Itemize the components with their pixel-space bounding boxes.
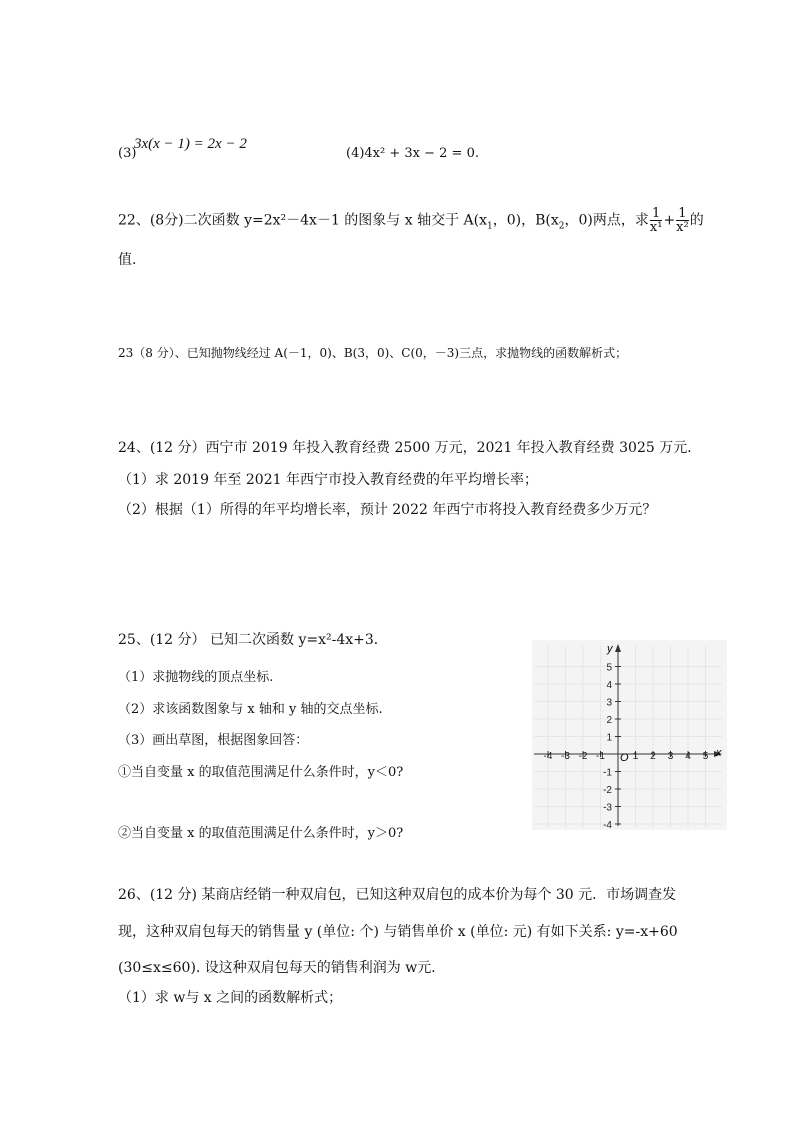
x-tick-label: -3 — [561, 751, 570, 762]
y-tick-label: 4 — [606, 680, 612, 691]
q26-line3: (30≤x≤60). 设这种双肩包每天的销售利润为 w元． — [118, 960, 446, 976]
y-tick-label: 1 — [606, 732, 612, 744]
q22-line2: 值. — [118, 252, 137, 268]
y-tick-label: 2 — [606, 715, 612, 726]
y-tick-label: 3 — [606, 697, 612, 709]
x-tick-label: -2 — [578, 751, 588, 762]
q22-text-d: 的 — [689, 212, 704, 229]
q21-part4-equation: (4)4x² + 3x − 2 = 0. — [346, 146, 479, 161]
x-tick-label: -4 — [543, 751, 553, 762]
q25-condition-2: ②当自变量 x 的取值范围满足什么条件时，y＞0? — [118, 826, 404, 841]
q24-part1: （1）求 2019 年至 2021 年西宁市投入教育经费的年平均增长率； — [118, 472, 538, 488]
q22-fraction-1: $\frac{1}{\text{x¹}}$ — [649, 206, 663, 235]
x-tick-label: 3 — [667, 751, 674, 762]
x-tick-label: 1 — [632, 751, 639, 762]
grid-background — [532, 640, 727, 830]
q22-sub1: 1 — [487, 221, 493, 232]
q25-part3: （3）画出草图，根据图象回答： — [118, 733, 309, 748]
y-axis-label: y — [607, 643, 613, 655]
coordinate-grid-figure — [532, 640, 727, 830]
y-tick-label: -3 — [603, 802, 612, 814]
x-tick-label: 4 — [685, 751, 691, 762]
q25-part1: （1）求抛物线的顶点坐标. — [118, 670, 274, 685]
q22-text-b: ，0)，B(x — [492, 212, 559, 229]
y-tick-label: -4 — [603, 820, 612, 830]
q26-part1: （1）求 w与 x 之间的函数解析式； — [118, 990, 343, 1006]
q22-sub2: 2 — [558, 221, 565, 232]
x-tick-label: 2 — [650, 751, 656, 762]
q23-statement: 23（8 分）、已知抛物线经过 A(－1，0)、B(3，0)、C(0，－3)三点，求抛物线的函数解析式； — [118, 346, 628, 360]
q21-part3-label: (3) — [118, 146, 137, 161]
q26-line2: 现，这种双肩包每天的销售量 y (单位: 个) 与销售单价 x (单位: 元) 有如下关系: y=-x+60 — [118, 924, 678, 940]
q22-statement — [118, 207, 704, 234]
y-tick-label: -1 — [603, 767, 612, 779]
q26-line1: 26、(12 分) 某商店经销一种双肩包，已知这种双肩包的成本价为每个 30 元．市场调查发 — [118, 887, 677, 903]
origin-label: O — [620, 752, 629, 764]
q24-statement: 24、(12 分）西宁市 2019 年投入教育经费 2500 万元，2021 年投入教育经费 3025 万元． — [118, 440, 702, 456]
y-tick-label: 5 — [606, 662, 612, 674]
q25-statement: 25、(12 分） 已知二次函数 y=x²-4x+3． — [118, 632, 388, 648]
q25-part2: （2）求该函数图象与 x 轴和 y 轴的交点坐标. — [118, 702, 383, 717]
x-tick-label: 5 — [702, 751, 709, 762]
q22-text-a: 22、(8分)二次函数 y=2x²－4x－1 的图象与 x 轴交于 A(x — [118, 212, 488, 229]
q22-text-c: ，0)两点，求 — [564, 212, 649, 229]
q22-plus: + — [663, 212, 676, 229]
q22-fraction-2: $\frac{1}{\text{x²}}$ — [676, 206, 689, 235]
q21-part3-equation: 3x(x − 1) = 2x − 2 — [134, 136, 247, 152]
y-tick-label: -2 — [603, 785, 612, 796]
x-axis-label: x — [716, 747, 722, 759]
q24-part2: （2）根据（1）所得的年平均增长率，预计 2022 年西宁市将投入教育经费多少万元？ — [118, 502, 657, 518]
q25-condition-1: ①当自变量 x 的取值范围满足什么条件时，y＜0? — [118, 765, 404, 780]
x-tick-label: -1 — [596, 751, 605, 762]
